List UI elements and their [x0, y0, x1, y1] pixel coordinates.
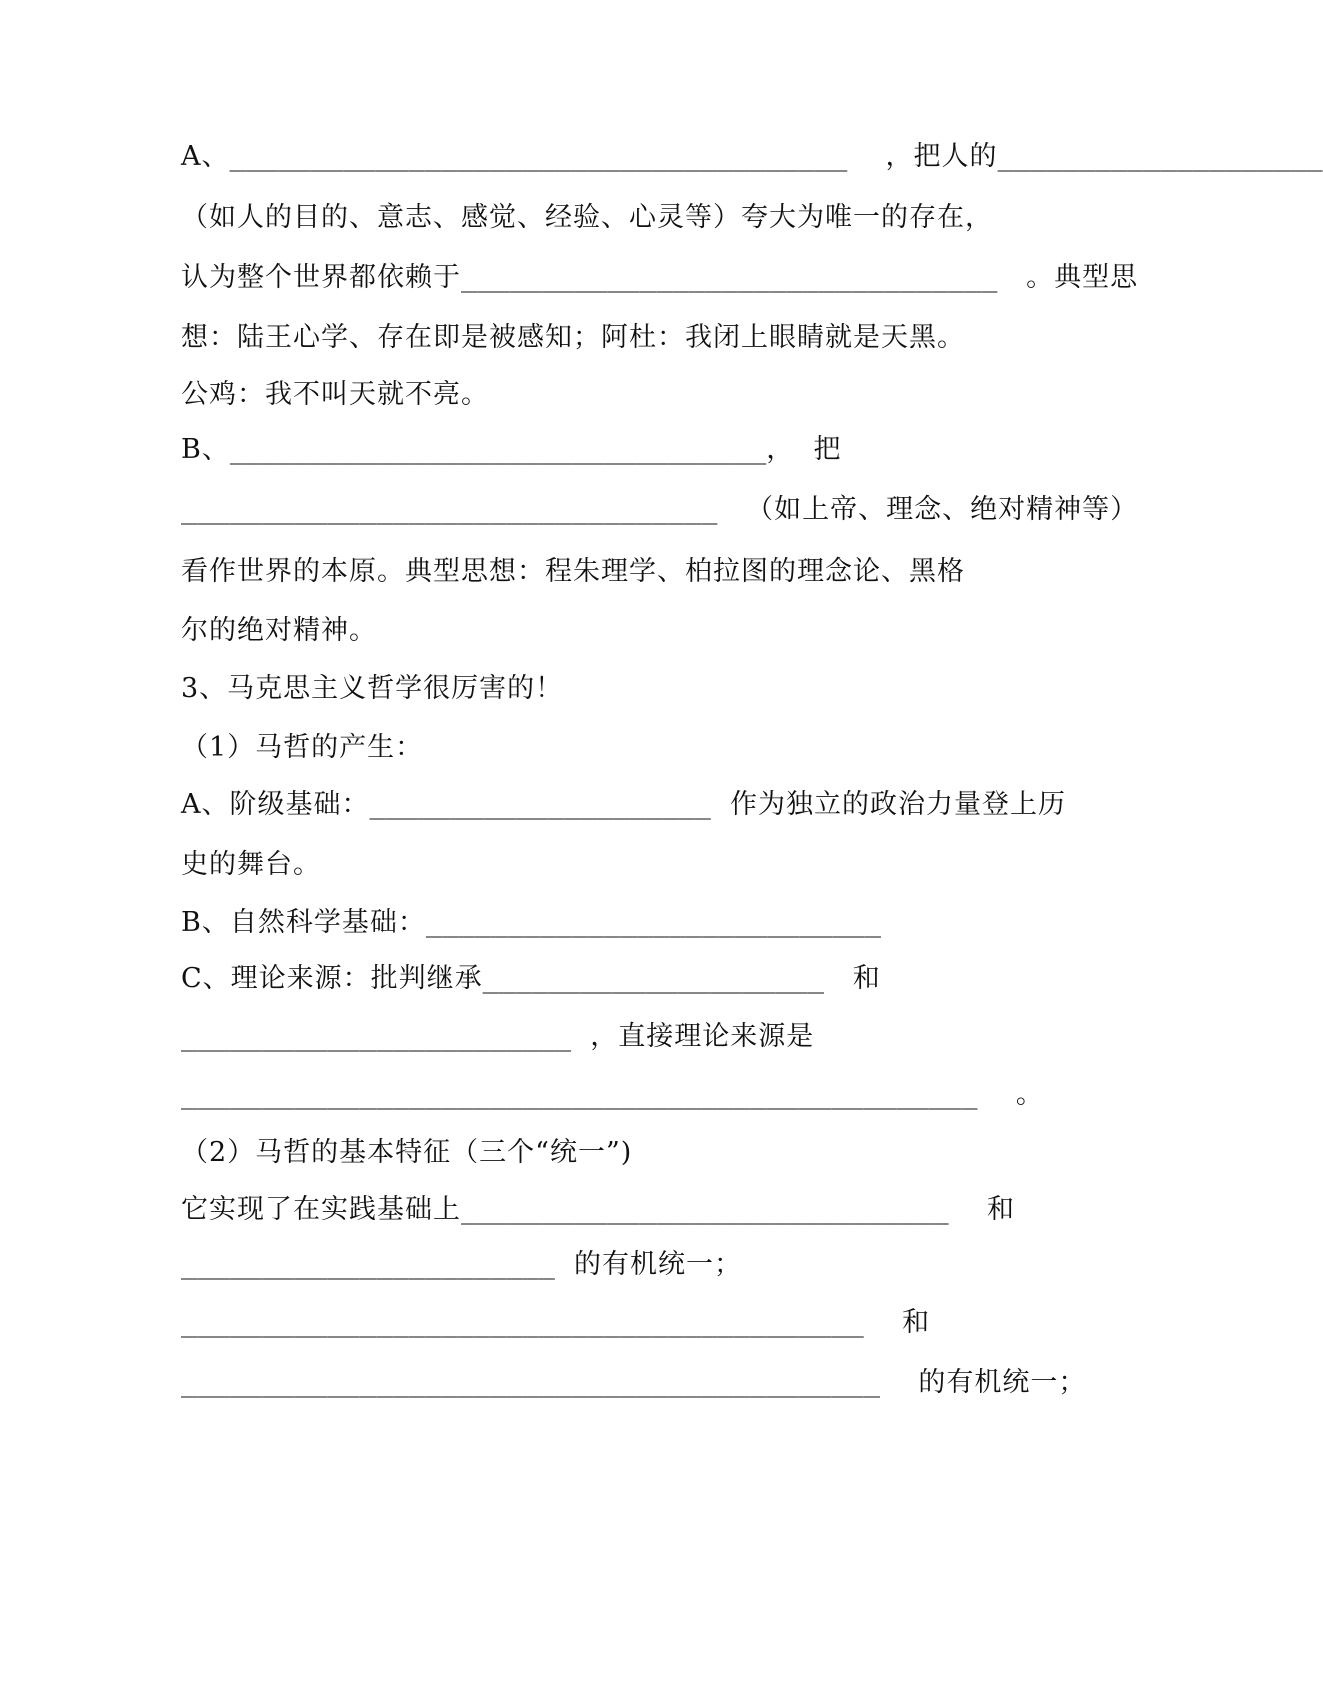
text-span: 认为整个世界都依赖于	[181, 262, 461, 293]
fill-blank[interactable]: ____________________	[997, 141, 1323, 172]
text-span: ， 把	[766, 434, 842, 465]
text-span: 尔的绝对精神。	[181, 615, 377, 646]
fill-blank[interactable]: ______________________________	[461, 1194, 949, 1225]
text-span: 。典型思	[997, 262, 1139, 293]
text-span: A、阶级基础：	[181, 789, 370, 820]
text-line	[181, 490, 1139, 530]
text-line	[181, 611, 1031, 651]
fill-blank[interactable]: __________________________________________	[181, 1307, 864, 1338]
text-line	[181, 137, 1323, 177]
text-span: 3、马克思主义哲学很厉害的！	[181, 673, 564, 704]
text-line	[181, 430, 1031, 470]
text-span: （如人的目的、意志、感觉、经验、心灵等）夸大为唯一的存在，	[181, 202, 993, 233]
text-line	[181, 845, 1031, 885]
text-line	[181, 1245, 1031, 1285]
text-line	[181, 375, 1031, 415]
text-line	[181, 1363, 1087, 1403]
text-span: （2）马哲的基本特征（三个“统一”)	[181, 1137, 633, 1168]
text-span: 。	[977, 1079, 1044, 1110]
fill-blank[interactable]: _____________________	[482, 963, 825, 994]
text-span: ，把人的	[847, 141, 998, 172]
text-span: ，直接理论来源是	[571, 1021, 815, 1052]
fill-blank[interactable]: _______________________	[181, 1249, 555, 1280]
text-line	[181, 959, 1031, 999]
text-line	[181, 198, 1031, 238]
text-line	[181, 1017, 1031, 1057]
fill-blank[interactable]: ___________________________________________	[181, 1367, 880, 1398]
fill-blank[interactable]: _________________________________	[461, 262, 998, 293]
fill-blank[interactable]: _________________________________	[181, 494, 718, 525]
text-span: 和	[824, 963, 881, 994]
text-line	[181, 785, 1067, 825]
text-line	[181, 1190, 1031, 1230]
text-line	[181, 552, 1031, 592]
text-span: 公鸡：我不叫天就不亮。	[181, 379, 489, 410]
text-span: 想：陆王心学、存在即是被感知；阿杜：我闭上眼睛就是天黑。	[181, 322, 965, 353]
text-span: 看作世界的本原。典型思想：程朱理学、柏拉图的理念论、黑格	[181, 556, 965, 587]
text-span: B、	[181, 434, 230, 465]
fill-blank[interactable]: ____________________________	[425, 907, 881, 938]
text-span: 作为独立的政治力量登上历	[710, 789, 1067, 820]
text-line	[181, 1075, 1044, 1115]
text-span: 它实现了在实践基础上	[181, 1194, 461, 1225]
text-span: B、自然科学基础：	[181, 907, 426, 938]
text-line	[181, 903, 1031, 943]
text-span: 的有机统一；	[554, 1249, 743, 1280]
fill-blank[interactable]: _________________________________	[229, 434, 767, 465]
text-line	[181, 669, 1031, 709]
text-line	[181, 1133, 1031, 1173]
text-line	[181, 1303, 1031, 1343]
text-span: 的有机统一；	[879, 1367, 1087, 1398]
text-span: （1）马哲的产生：	[181, 732, 424, 763]
text-line	[181, 728, 1031, 768]
fill-blank[interactable]: _________________________________________________	[181, 1079, 978, 1110]
text-span: 和	[863, 1307, 931, 1338]
text-span: A、	[181, 141, 230, 172]
text-line	[181, 258, 1139, 298]
text-line	[181, 318, 1031, 358]
text-span: C、理论来源：批判继承	[181, 963, 483, 994]
text-span: 史的舞台。	[181, 849, 321, 880]
fill-blank[interactable]: ______________________________________	[229, 141, 848, 172]
text-span: （如上帝、理念、绝对精神等）	[717, 494, 1139, 525]
text-span: 和	[948, 1194, 1016, 1225]
fill-blank[interactable]: _____________________	[369, 789, 711, 820]
fill-blank[interactable]: ________________________	[181, 1021, 572, 1052]
